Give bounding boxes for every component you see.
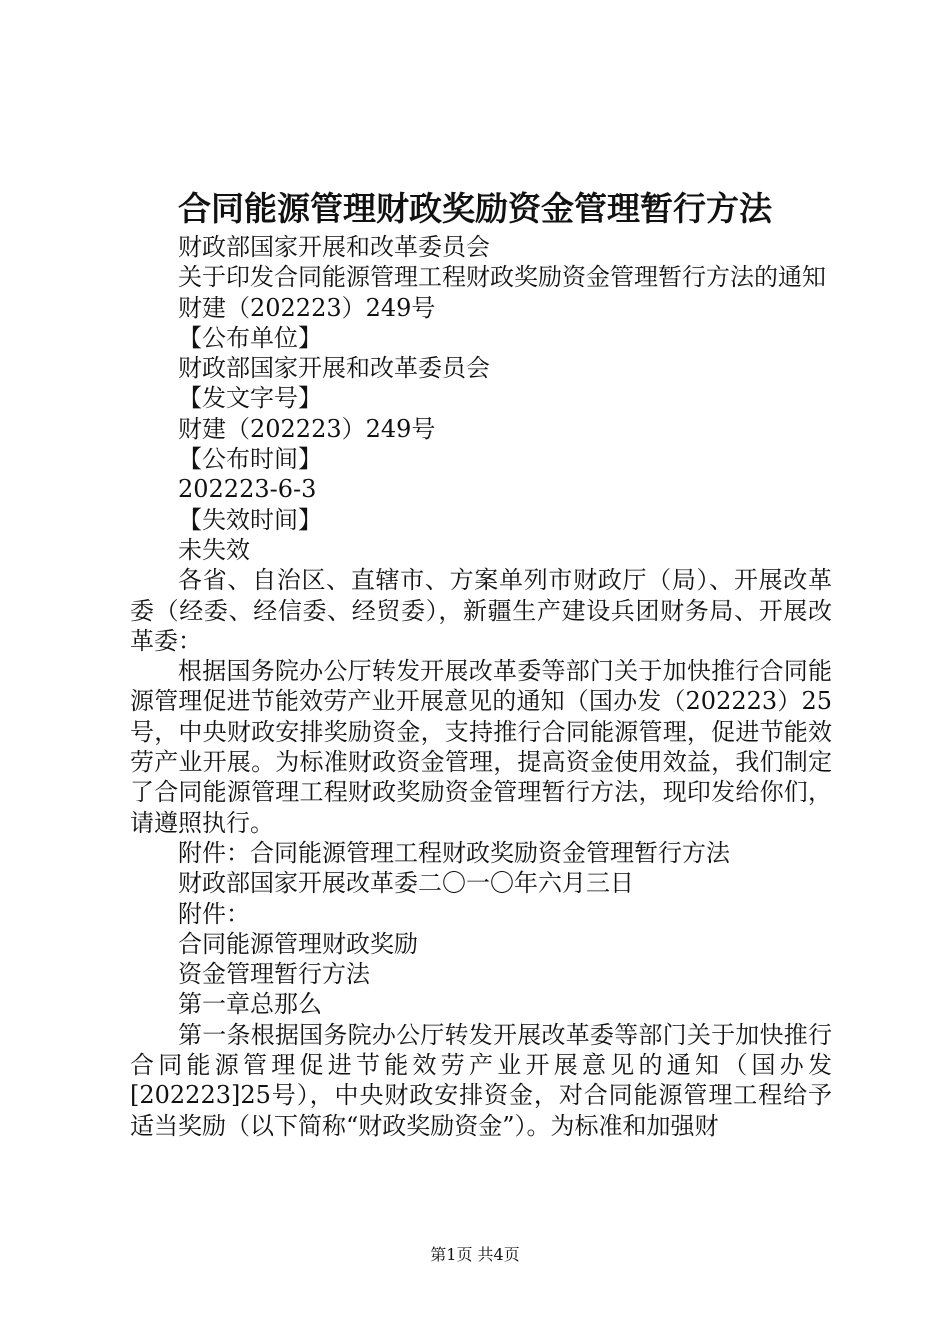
addressee-paragraph: 各省、自治区、直辖市、方案单列市财政厅（局）、开展改革委（经委、经信委、经贸委），新疆生产建设兵团财务局、开展改革委：: [130, 566, 832, 655]
expiry-label: 【失效时间】: [178, 505, 322, 534]
publisher-label: 【公布单位】: [178, 323, 322, 352]
issuer-line: 财政部国家开展和改革委员会: [178, 233, 490, 261]
signature-date-line: 财政部国家开展改革委二〇一〇年六月三日: [178, 869, 634, 898]
notice-title-line: 关于印发合同能源管理工程财政奖励资金管理暂行方法的通知: [178, 263, 826, 292]
attachment-label: 附件：: [178, 899, 250, 928]
document-body: [130, 232, 832, 1141]
page-footer: 第1页 共4页: [430, 1245, 520, 1264]
doc-number-line: 财建（202223）249号: [178, 293, 436, 322]
attachment-line: 附件：合同能源管理工程财政奖励资金管理暂行方法: [178, 838, 730, 867]
document-title: 合同能源管理财政奖励资金管理暂行方法: [178, 189, 772, 228]
doc-number-label: 【发文字号】: [178, 384, 322, 413]
attachment-title-line-1: 合同能源管理财政奖励: [178, 929, 418, 958]
publisher-value: 财政部国家开展和改革委员会: [178, 354, 490, 383]
article-one-paragraph: 第一条根据国务院办公厅转发开展改革委等部门关于加快推行合同能源管理促进节能效劳产业开展意见的通知（国办发[202223]25号），中央财政安排资金，对合同能源管理工程给予适当奖励（以下简称“财政奖励资金”）。为标准和加强财: [130, 1020, 832, 1140]
attachment-title-line-2: 资金管理暂行方法: [178, 960, 370, 989]
chapter-heading: 第一章总那么: [178, 990, 322, 1019]
publish-date-label: 【公布时间】: [178, 445, 322, 474]
doc-number-value: 财建（202223）249号: [178, 414, 436, 443]
notice-body-paragraph: 根据国务院办公厅转发开展改革委等部门关于加快推行合同能源管理促进节能效劳产业开展意见的通知（国办发（202223）25号，中央财政安排奖励资金，支持推行合同能源管理，促进节能效劳产业开展。为标准财政资金管理，提高资金使用效益，我们制定了合同能源管理工程财政奖励资金管理暂行方法，现印发给你们，请遵照执行。: [130, 657, 832, 837]
publish-date-value: 202223-6-3: [178, 475, 317, 504]
expiry-value: 未失效: [178, 535, 250, 564]
